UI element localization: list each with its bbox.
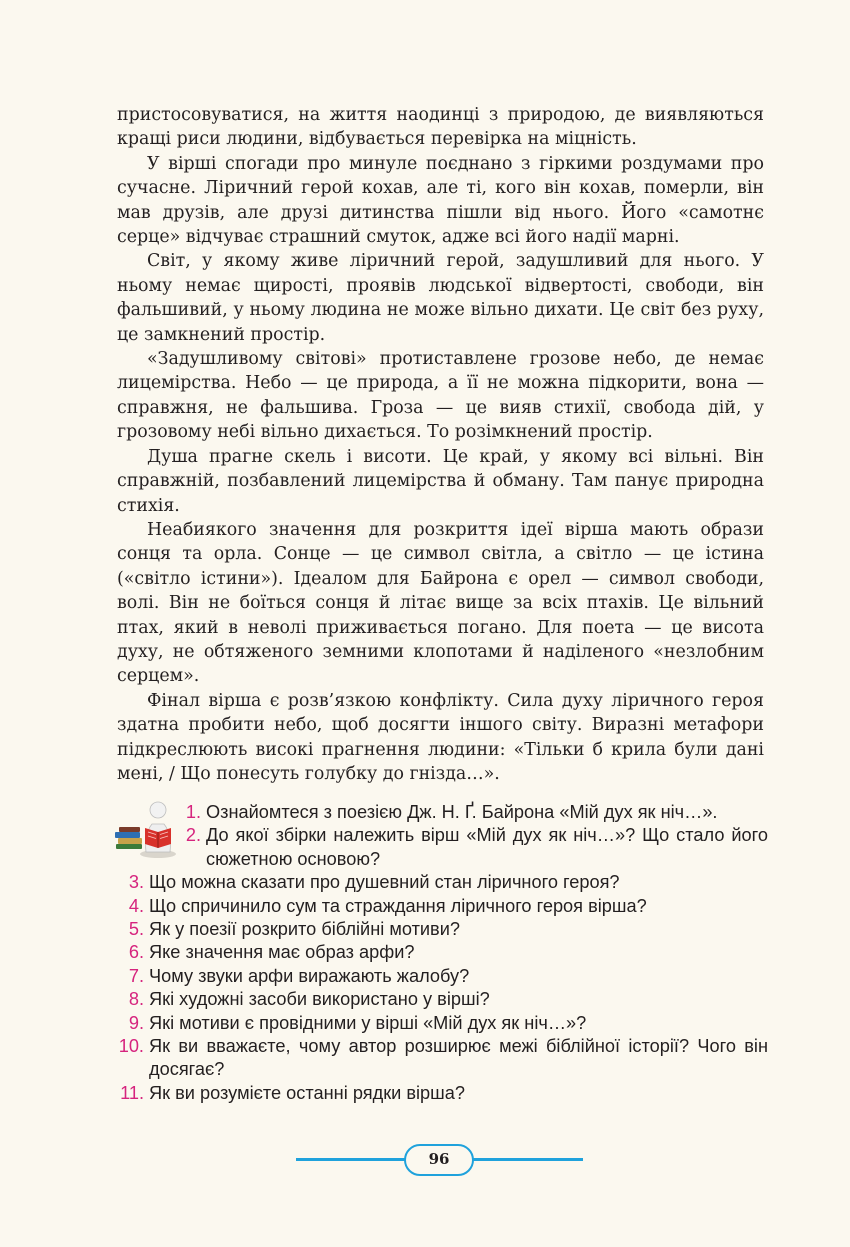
question-text: Як ви вважаєте, чому автор розширює межі біблійної історії? Чого він досягає? [149,1036,768,1080]
question-number: 10. [118,1036,144,1057]
question-number: 5. [128,919,144,940]
question-number: 1. [185,802,201,822]
question-number: 8. [128,989,144,1010]
question-item [113,1082,768,1105]
question-number: 11. [120,1082,144,1103]
question-text: Яке значення має образ арфи? [149,942,415,963]
paragraph: «Задушливому світові» протиставлене грозове небо, де немає лицемірства. Небо — це природа, а її не можна підкорити, вона — справжня, не фальшива. Гроза — це вияв стихії, свобода дій, у грозовому небі вільно дихається. То розімкнений простір. [117,349,764,443]
page-number: 96 [404,1144,474,1176]
question-item [113,801,768,824]
paragraph: Неабиякого значення для розкриття ідеї вірша мають образи сонця та орла. Сонце — це символ світла, а світло — це істина («світло істини»). Ідеалом для Байрона є орел — символ свободи, волі. Він не боїться сонця й літає вище за всіх птахів. Це вільний птах, який в неволі приживається погано. Для поета — це висота духу, не обтяженого земними клопотами й наділеного «незлобним серцем». [117,519,764,687]
question-text: Як у поезії розкрито біблійні мотиви? [149,919,460,940]
question-text: Як ви розумієте останні рядки вірша? [149,1082,465,1103]
question-number: 6. [128,942,144,963]
footer-rule-right [473,1158,583,1161]
question-number: 4. [128,895,144,916]
question-text: Що спричинило сум та страждання ліричного героя вірша? [149,895,647,916]
question-number: 3. [128,872,144,893]
question-list [113,801,768,1105]
question-text: Ознайомтеся з поезією Дж. Н. Ґ. Байрона «Мій дух як ніч…». [206,802,718,822]
question-item [113,1035,768,1082]
question-text: До якої збірки належить вірш «Мій дух як ніч…»? Що стало його сюжетною основою? [206,825,768,869]
question-item [113,988,768,1011]
question-item [113,965,768,988]
paragraph: Фінал вірша є розв’язкою конфлікту. Сила духу ліричного героя здатна пробити небо, щоб досягти іншого світу. Виразні метафори підкреслюють високі прагнення людини: «Тільки б крила були дані мені, / Що понесуть голубку до гнізда…». [117,690,764,784]
question-item [113,1012,768,1035]
question-text: Які мотиви є провідними у вірші «Мій дух як ніч…»? [149,1012,587,1033]
question-item [113,941,768,964]
footer-rule-left [296,1158,406,1161]
paragraph: Душа прагне скель і висоти. Це край, у якому всі вільні. Він справжній, позбавлений лицемірства й обману. Там панує природна стихія. [117,446,764,516]
body-text [117,103,764,786]
question-text: Що можна сказати про душевний стан ліричного героя? [149,872,620,893]
paragraph: У вірші спогади про минуле поєднано з гіркими роздумами про сучасне. Ліричний герой кохав, але ті, кого він кохав, померли, він мав друзів, але друзі дитинства пішли від нього. Його «самотнє серце» відчуває страшний смуток, адже всі його надії марні. [117,153,764,248]
question-item [113,895,768,918]
question-text: Чому звуки арфи виражають жалобу? [149,965,470,986]
question-text: Які художні засоби використано у вірші? [149,989,490,1010]
paragraph: пристосовуватися, на життя наодинці з природою, де виявляються кращі риси людини, відбувається перевірка на міцність. [117,105,764,150]
question-number: 7. [128,965,144,986]
question-item [113,824,768,871]
paragraph: Світ, у якому живе ліричний герой, задушливий для нього. У ньому немає щирості, проявів людської відвертості, свободи, він фальшивий, у ньому людина не може вільно дихати. Це світ без руху, це замкнений простір. [117,251,764,345]
question-item [113,918,768,941]
question-number: 2. [185,825,201,846]
question-item [113,871,768,894]
question-number: 9. [128,1012,144,1033]
